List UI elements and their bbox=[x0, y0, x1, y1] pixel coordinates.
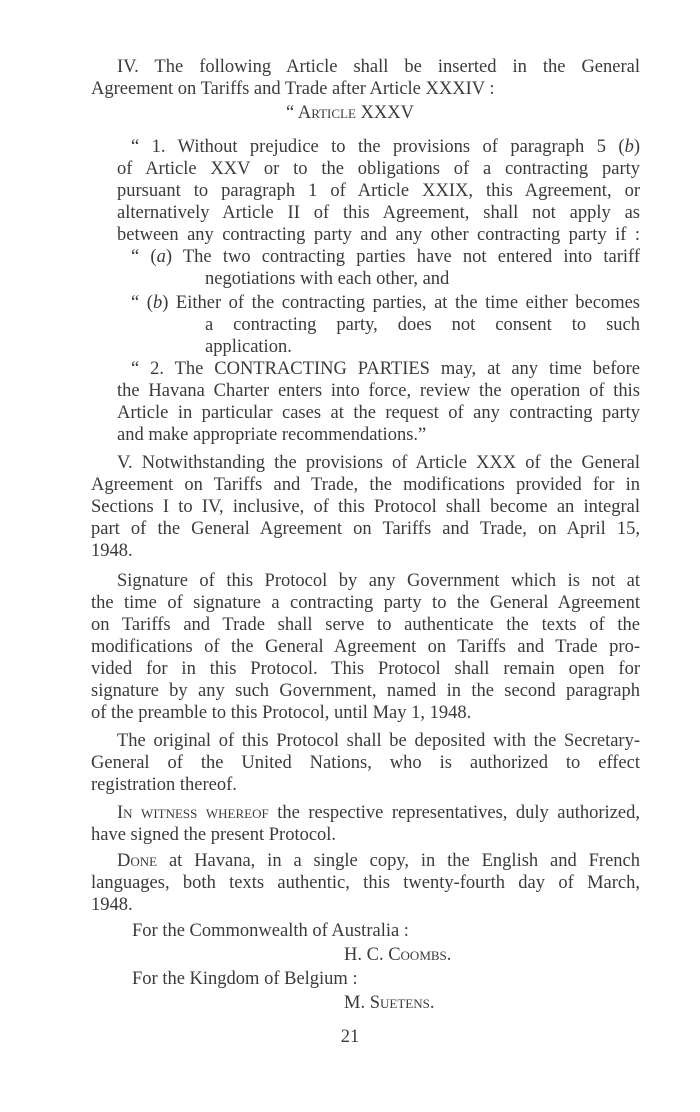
text-line: Agreement on Tariffs and Trade after Article XXXIV : bbox=[91, 79, 495, 99]
text-line: between any contracting party and any other contracting party if : bbox=[117, 225, 640, 245]
text-line: signature by any such Government, named in the second paragraph bbox=[91, 681, 640, 701]
text-line: the time of signature a contracting party to the General Agreement bbox=[91, 593, 640, 613]
text-line: and make appropriate recommendations.” bbox=[117, 425, 427, 445]
text-line: have signed the present Protocol. bbox=[91, 825, 337, 845]
text-line: IV. The following Article shall be inserted in the General bbox=[117, 57, 640, 77]
text-line: registration thereof. bbox=[91, 775, 237, 795]
done-paragraph bbox=[91, 850, 640, 916]
witness-lead: In witness whereof bbox=[117, 803, 269, 823]
article-paragraph-2 bbox=[117, 358, 640, 446]
signatory-name: M. Suetens. bbox=[344, 993, 435, 1013]
deposit-paragraph bbox=[91, 730, 640, 796]
article-heading-text: “ Article XXXV bbox=[286, 103, 414, 123]
witness-line-rest: the respective representatives, duly authorized, bbox=[268, 803, 640, 823]
text-line: The original of this Protocol shall be deposited with the Secretary- bbox=[117, 731, 640, 751]
text-line: a contracting party, does not consent to such bbox=[205, 315, 640, 335]
text-line: Agreement on Tariffs and Trade, the modifications provided for in bbox=[91, 475, 640, 495]
text-line: of Article XXV or to the obligations of a contracting party bbox=[117, 159, 640, 179]
text-line: Article in particular cases at the request of any contracting party bbox=[117, 403, 640, 423]
text-line: “ 1. Without prejudice to the provisions of paragraph 5 (b) bbox=[131, 137, 640, 157]
text-line: application. bbox=[205, 337, 292, 357]
text-line: Sections I to IV, inclusive, of this Protocol shall become an integral bbox=[91, 497, 640, 517]
done-lead: Done bbox=[117, 851, 158, 871]
text-line: “ 2. The CONTRACTING PARTIES may, at any time before bbox=[131, 359, 640, 379]
text-line: the Havana Charter enters into force, review the operation of this bbox=[117, 381, 640, 401]
article-heading bbox=[0, 102, 700, 124]
text-line: “ (b) Either of the contracting parties, at the time either becomes bbox=[131, 293, 640, 313]
article-paragraph-1 bbox=[117, 136, 640, 246]
text-line: on Tariffs and Trade shall serve to authenticate the texts of the bbox=[91, 615, 640, 635]
signatory-title: For the Kingdom of Belgium : bbox=[132, 969, 358, 989]
text-line: “ (a) The two contracting parties have not entered into tariff bbox=[131, 247, 641, 267]
section-v-paragraph bbox=[91, 452, 640, 562]
text-line bbox=[91, 850, 640, 872]
text-line: Signature of this Protocol by any Government which is not at bbox=[117, 571, 640, 591]
text-line: vided for in this Protocol. This Protocol shall remain open for bbox=[91, 659, 640, 679]
text-line: pursuant to paragraph 1 of Article XXIX, this Agreement, or bbox=[117, 181, 640, 201]
done-line-rest: at Havana, in a single copy, in the English and French bbox=[157, 851, 640, 871]
signature-paragraph bbox=[91, 570, 640, 724]
text-line: 1948. bbox=[91, 541, 133, 561]
text-line: modifications of the General Agreement on Tariffs and Trade pro- bbox=[91, 637, 640, 657]
text-line: negotiations with each other, and bbox=[205, 269, 450, 289]
text-line: of the preamble to this Protocol, until May 1, 1948. bbox=[91, 703, 472, 723]
page-number: 21 bbox=[340, 1027, 360, 1047]
text-line bbox=[91, 802, 640, 824]
signatory-name: H. C. Coombs. bbox=[344, 945, 452, 965]
text-line: General of the United Nations, who is authorized to effect bbox=[91, 753, 640, 773]
witness-paragraph bbox=[91, 802, 640, 846]
text-line: 1948. bbox=[91, 895, 133, 915]
clause-a bbox=[131, 246, 640, 290]
text-line: part of the General Agreement on Tariffs and Trade, on April 15, bbox=[91, 519, 640, 539]
clause-b bbox=[131, 292, 640, 358]
text-line: alternatively Article II of this Agreement, shall not apply as bbox=[117, 203, 640, 223]
signatory-title: For the Commonwealth of Australia : bbox=[132, 921, 409, 941]
text-line: V. Notwithstanding the provisions of Article XXX of the General bbox=[117, 453, 640, 473]
text-line: languages, both texts authentic, this twenty-fourth day of March, bbox=[91, 873, 640, 893]
section-iv-paragraph bbox=[91, 56, 640, 100]
